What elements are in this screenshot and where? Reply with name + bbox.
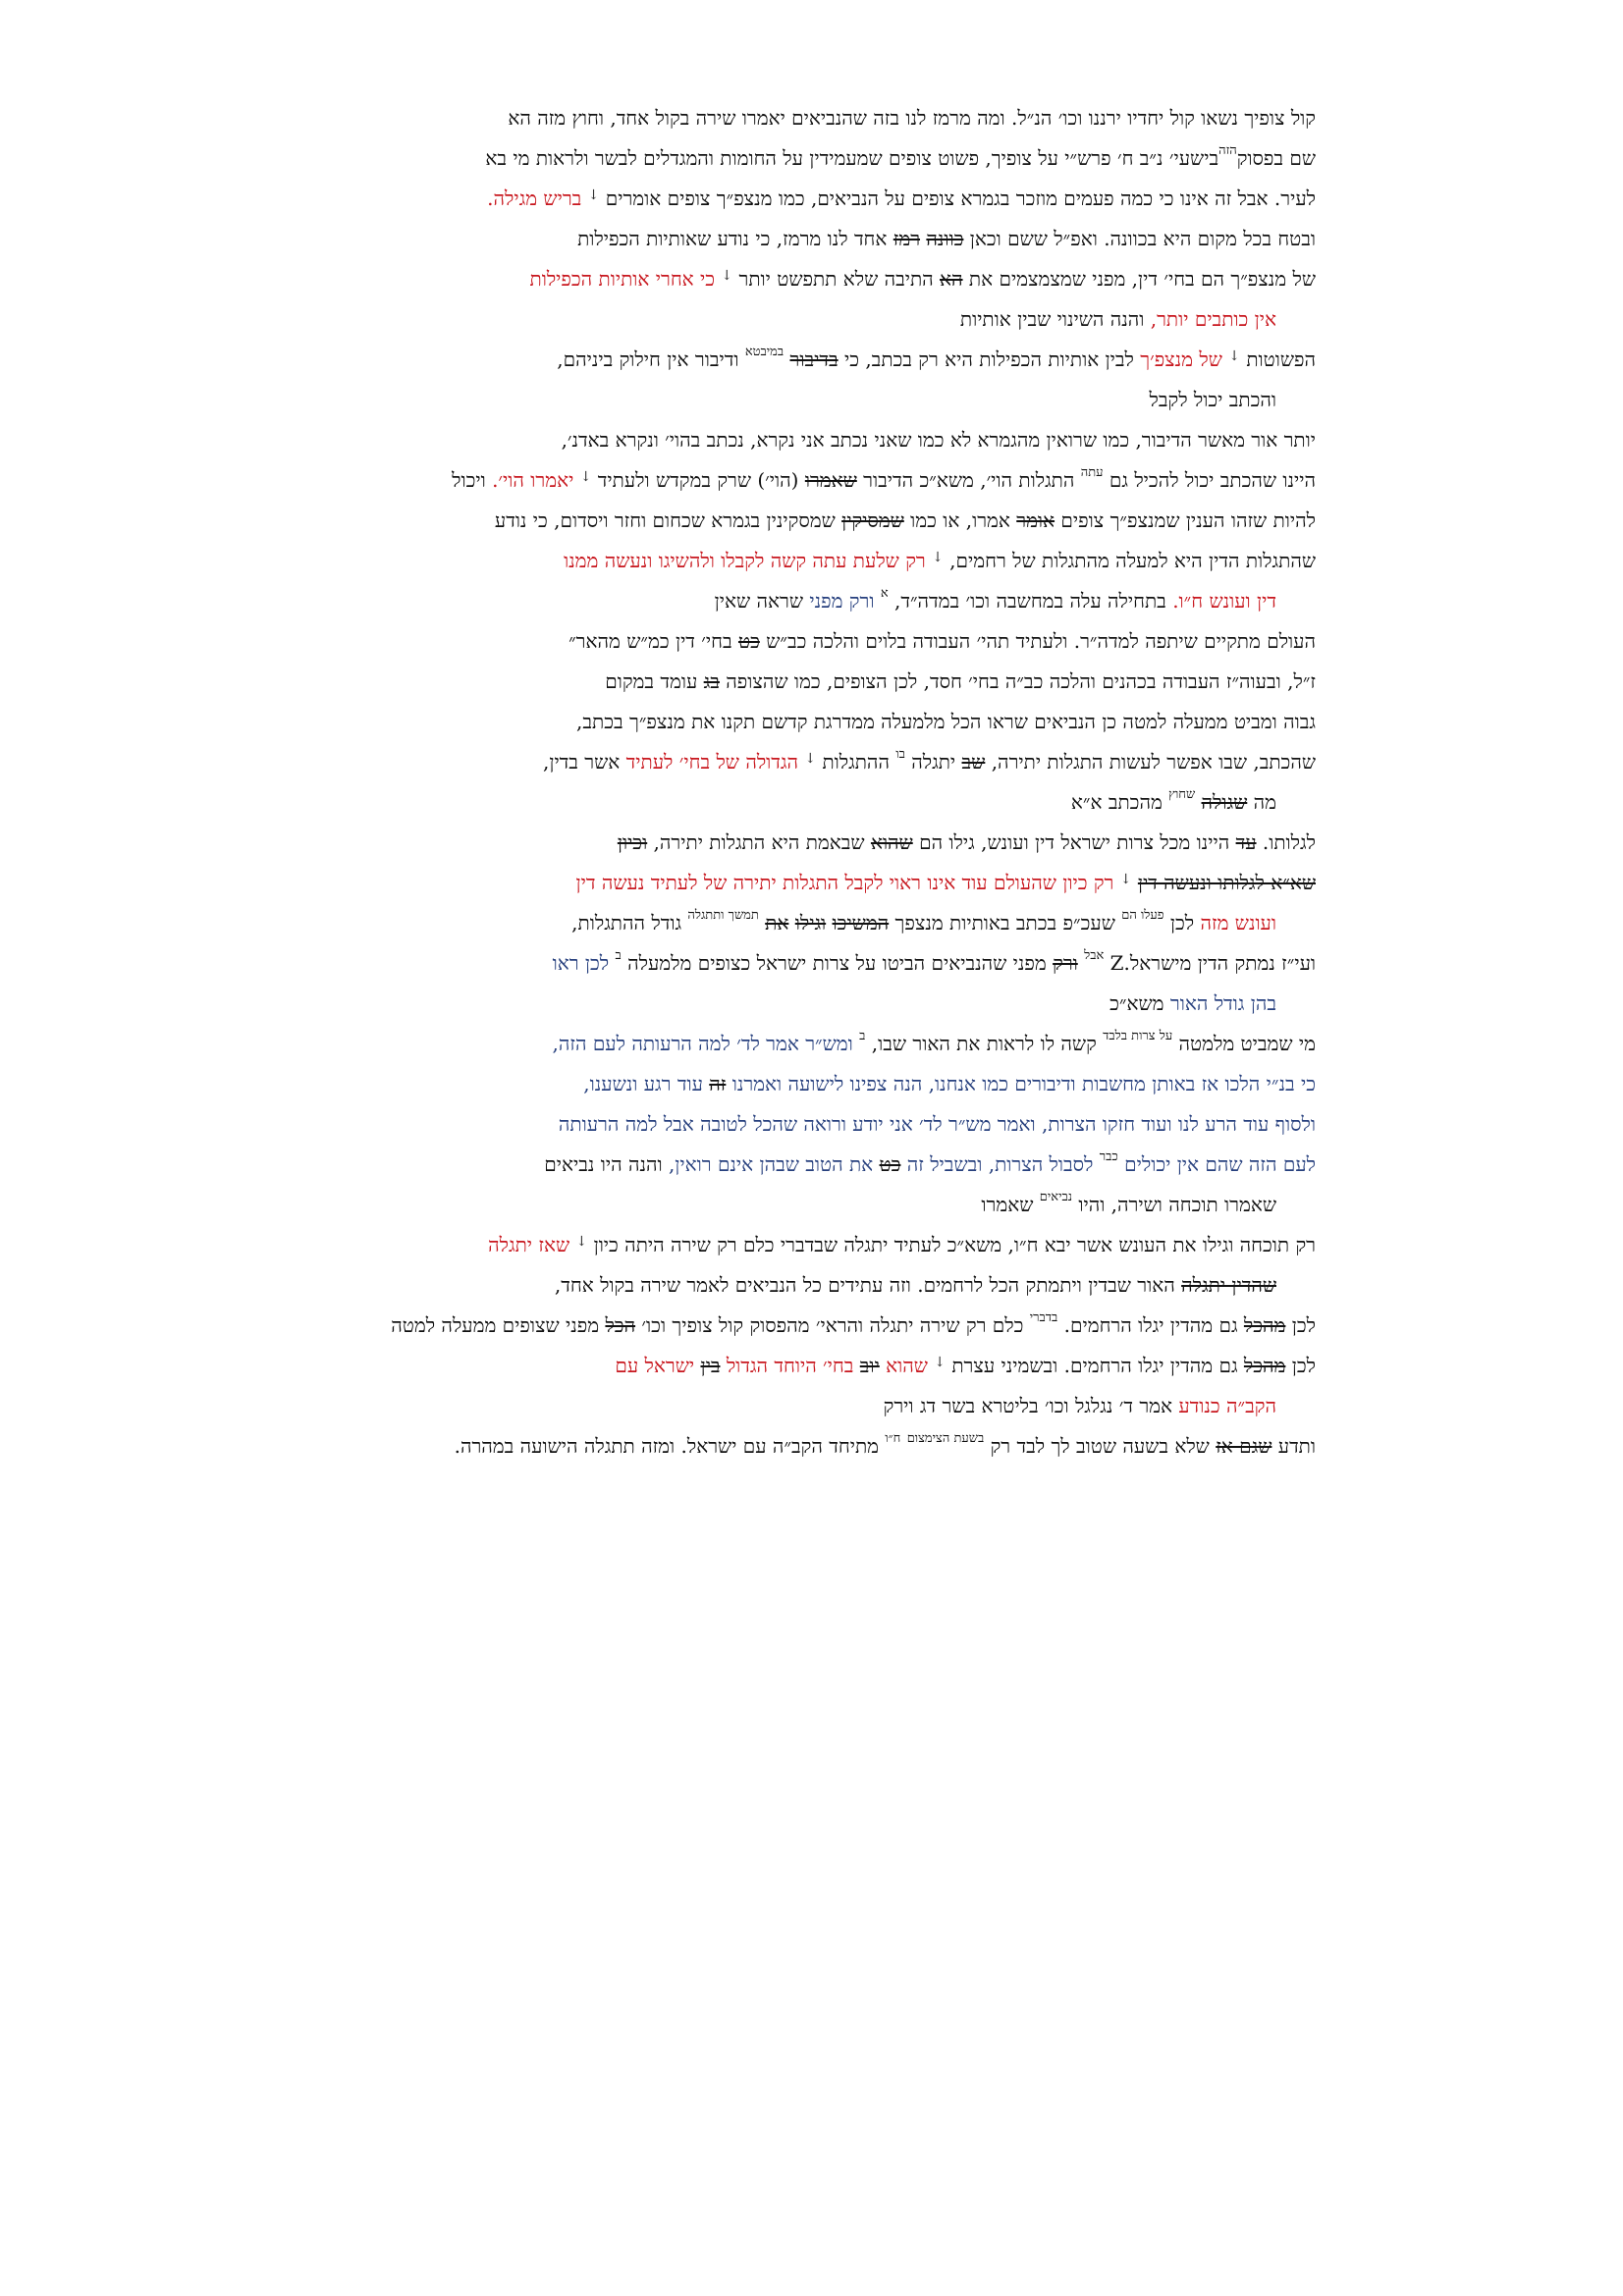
text-segment: גודל ההתגלות, [571, 911, 688, 934]
text-segment: יותר אור מאשר הדיבור, כמו שרואין מהגמרא לא כמו שאני נכתב אני נקרא, נכתב בהוי׳ ונקרא באדנ׳, [561, 428, 1316, 452]
text-segment: בישעי׳ נ״ב ח׳ פרש״י על צופיך, פשוט צופים שמעמידין על החומות והמגדלים לבשר ולראות מי בא [485, 146, 1219, 170]
text-line [334, 662, 1316, 702]
text-segment: התגלות הוי׳, משא״כ הדיבור [856, 468, 1081, 492]
insertion-arrow-icon: ↓ [575, 1234, 588, 1250]
red-annotation: ועונש מזה [1200, 911, 1276, 934]
text-segment: אמר ד׳ נגלגל וכו׳ בליטרא בשר דג וירק [883, 1394, 1179, 1417]
interlinear-insertion: כבר [1099, 1149, 1118, 1164]
interlinear-insertion: אבל [1084, 948, 1105, 963]
struck-word: יוב [859, 1354, 880, 1377]
text-line [334, 1225, 1316, 1265]
text-segment: גם מהדין יגלו הרחמים. ובשמיני עצרת [946, 1354, 1244, 1377]
red-annotation: הגדולה של בחי׳ לעתיד [625, 750, 805, 774]
struck-word: שהדין יתגלה [1181, 1273, 1276, 1297]
struck-word: המשיכו [832, 911, 890, 934]
text-segment: עומד במקום [605, 669, 704, 693]
interlinear-insertion: במיבטא [744, 345, 784, 359]
text-line [334, 742, 1316, 782]
struck-word: את [765, 911, 789, 934]
text-segment: שאמרו [981, 1193, 1040, 1216]
text-line [334, 943, 1316, 984]
text-segment: שבאמת היא התגלות יתירה, [647, 830, 871, 854]
text-segment: לכן [1163, 911, 1201, 934]
struck-word: שא״א לגלותו ונעשה דין [1137, 871, 1316, 894]
blue-annotation: ולסוף עוד הרע לנו ועוד חזקו הצרות, ואמר מש״ר לד׳ אני יודע ורואה שהכל לטובה אבל למה הרעותה [558, 1112, 1316, 1136]
interlinear-insertion: הזה [1218, 143, 1237, 158]
struck-word: ורק [1053, 951, 1078, 975]
text-segment: שאמרו תוכחה ושירה, והיו [1071, 1193, 1276, 1216]
struck-word: בג [703, 669, 720, 693]
insertion-arrow-icon: ↓ [934, 1355, 946, 1370]
insertion-arrow-icon: ↓ [721, 268, 733, 284]
red-annotation: כי אחרי אותיות הכפילות [529, 267, 722, 291]
text-segment: הפשוטות [1239, 347, 1316, 371]
text-segment: שראה שאין [714, 589, 810, 613]
struck-word: עד [1235, 830, 1257, 854]
text-line [334, 581, 1316, 621]
text-line [334, 460, 1316, 501]
text-segment: שמסקינין בגמרא שכחום וחזר ויסדום, כי נודע [494, 508, 842, 532]
text-line [334, 1185, 1316, 1225]
blue-annotation: לסבול הצרות, ובשביל זה [900, 1152, 1100, 1176]
interlinear-insertion: שחוץ [1168, 787, 1196, 802]
red-annotation: של מנצפ׳ך [1140, 347, 1229, 371]
text-line [334, 1104, 1316, 1145]
red-annotation: אין כותבים יותר, [1150, 307, 1276, 331]
text-segment: להיות שזהו הענין שמנצפ״ך צופים [1055, 508, 1316, 532]
struck-word: וכיון [617, 830, 648, 854]
text-segment: שעכ״פ בכתב באותיות מנצפך [889, 911, 1122, 934]
text-segment: שהתגלות הדין היא למעלה מהתגלות של רחמים, [943, 549, 1316, 572]
text-segment: ותדע [1271, 1434, 1316, 1458]
text-segment: בתחילה עלה במחשבה וכו׳ במדה״ד, [888, 589, 1173, 613]
interlinear-insertion: פעלו הם [1121, 908, 1164, 923]
red-annotation: הקב״ה כנודע [1178, 1394, 1276, 1417]
text-segment: לגלותו. [1256, 830, 1316, 854]
text-line [334, 1145, 1316, 1185]
red-annotation: רק כיון שהעולם עוד אינו ראוי לקבל התגלות יתירה של לעתיד נעשה דין [575, 871, 1120, 894]
interlinear-insertion: על צרות בלבד [1103, 1029, 1173, 1043]
text-segment: והנה היו נביאים [544, 1152, 669, 1176]
struck-word: הכל [605, 1313, 636, 1337]
interlinear-insertion: נביאים [1039, 1190, 1072, 1204]
text-line [334, 299, 1316, 340]
text-line [334, 823, 1316, 863]
text-segment: העולם מתקיים שיתפה למדה״ר. ולעתיד תהי׳ העבודה בלוים והלכה כב״ש [759, 629, 1316, 653]
text-line [334, 1024, 1316, 1064]
text-line [334, 1426, 1316, 1467]
interlinear-insertion: בדברי [1029, 1310, 1058, 1325]
text-segment: ההתגלות [816, 750, 896, 774]
text-segment: ובטח בכל מקום היא בכוונה. ואפ״ל ששם וכאן [963, 227, 1316, 250]
text-segment: אשר בדין, [542, 750, 626, 774]
text-segment: (הוי׳) שרק במקדש ולעתיד [591, 468, 805, 492]
blue-annotation: את הטוב שבהן אינם רואין, [668, 1152, 880, 1176]
text-line [334, 501, 1316, 541]
blue-annotation: לכן ראו [552, 951, 616, 975]
insertion-arrow-icon: ↓ [932, 550, 944, 565]
interlinear-insertion: בו [895, 747, 905, 762]
struck-word: שאמרו [804, 468, 857, 492]
interlinear-insertion: עתה [1080, 465, 1104, 480]
struck-word: רמז [893, 227, 921, 250]
struck-word: וגילו [794, 911, 827, 934]
text-line [334, 782, 1316, 823]
text-segment: מה [1247, 790, 1276, 814]
text-segment: גבוה ומביט ממעלה למטה כן הנביאים שראו הכל מלמעלה ממדרגת קדשם תקנו את מנצפ״ך בכתב, [576, 710, 1316, 733]
struck-word: שב [961, 750, 986, 774]
struck-word: בין [700, 1354, 721, 1377]
text-segment: מהכתב א״א [1070, 790, 1169, 814]
insertion-arrow-icon: ↓ [587, 187, 600, 203]
text-segment: ויכול [452, 468, 493, 492]
text-segment: מתיחד הקב״ה עם ישראל. ומזה תתגלה הישועה במהרה. [454, 1434, 886, 1458]
text-line [334, 903, 1316, 943]
blue-annotation: כי בנ״י הלכו אז באותן מחשבות ודיבורים כמו אנחנו, הנה צפינו לישועה ואמרנו [726, 1072, 1316, 1095]
interlinear-insertion: ח״ו [885, 1431, 901, 1446]
insertion-arrow-icon: ↓ [1119, 872, 1132, 887]
interlinear-insertion: ב [859, 1029, 866, 1043]
text-line [334, 541, 1316, 581]
text-segment: והכתב יכול לקבל [1149, 388, 1276, 411]
struck-word: כט [879, 1152, 901, 1176]
text-segment: של מנצפ״ך הם בחי׳ דין, מפני שמצמצמים את [962, 267, 1316, 291]
text-segment: שם בפסוק [1236, 146, 1316, 170]
text-line [334, 179, 1316, 219]
text-segment: כלם רק שירה יתגלה והראי׳ מהפסוק קול צופיך וכו׳ [635, 1313, 1030, 1337]
text-segment: .Z [1104, 951, 1130, 975]
text-segment: בחי׳ דין כמ״ש מהאר״ [568, 629, 738, 653]
struck-word: הא [940, 267, 963, 291]
text-segment: לבין אותיות הכפילות היא רק בכתב, כי [838, 347, 1141, 371]
text-line [334, 98, 1316, 138]
text-segment: גם מהדין יגלו הרחמים. [1057, 1313, 1244, 1337]
struck-word: מהכל [1243, 1354, 1286, 1377]
blue-annotation: עוד רגע ונשענו, [583, 1072, 710, 1095]
text-line [334, 1265, 1316, 1306]
red-annotation: שהוא [879, 1354, 935, 1377]
blue-annotation: בהן גודל האור [1169, 991, 1276, 1015]
text-segment: היינו מכל צרות ישראל דין ועונש, גילו הם [912, 830, 1236, 854]
struck-word: שגם אז [1216, 1434, 1272, 1458]
text-segment: ודיבור אין חילוק ביניהם, [557, 347, 745, 371]
text-segment: התיבה שלא תתפשט יותר [732, 267, 941, 291]
struck-word: כוונה [926, 227, 964, 250]
struck-word: שהוא [870, 830, 913, 854]
text-segment: האור שבדין ויתמתק הכל לרחמים. וזה עתידים כל הנביאים לאמר שירה בקול אחד, [554, 1273, 1182, 1297]
red-annotation: יאמרו הוי׳. [492, 468, 580, 492]
text-segment: שהכתב, שבו אפשר לעשות התגלות יתירה, [985, 750, 1316, 774]
interlinear-insertion: ב [615, 948, 622, 963]
blue-annotation: ורק מפני [809, 589, 881, 613]
struck-word: שמסיקין [841, 508, 904, 532]
text-line [334, 219, 1316, 259]
interlinear-insertion: א [880, 586, 889, 601]
struck-word: זה [709, 1072, 727, 1095]
text-segment: לכן [1285, 1313, 1316, 1337]
text-segment: אחד לנו מרמז, כי נודע שאותיות הכפילות [577, 227, 893, 250]
text-segment: ז״ל, ובעוה״ז העבודה בכהנים והלכה כב״ה בחי׳ חסד, לכן הצופים, כמו שהצופה [719, 669, 1316, 693]
text-segment [900, 1434, 906, 1458]
red-annotation: ישראל עם [615, 1354, 701, 1377]
text-segment: מי שמביט מלמטה [1172, 1032, 1316, 1055]
text-segment: ועי״ז נמתק הדין מישראל [1129, 951, 1316, 975]
text-line [334, 1386, 1316, 1426]
text-line [334, 1064, 1316, 1104]
struck-word: כט [737, 629, 760, 653]
interlinear-insertion: בשעת הצימצום [906, 1431, 985, 1446]
text-segment: קשה לו לראות את האור שבו, [865, 1032, 1104, 1055]
manuscript-text [334, 98, 1316, 1467]
text-line [334, 621, 1316, 662]
text-segment: לכן [1285, 1354, 1316, 1377]
red-annotation: רק שלעת עתה קשה לקבלו ולהשיגו ונעשה ממנו [564, 549, 933, 572]
text-line [334, 340, 1316, 380]
text-segment: אמרו, או כמו [903, 508, 1017, 532]
text-segment: לעיר. אבל זה אינו כי כמה פעמים מוזכר בגמרא צופים על הנביאים, כמו מנצפ״ך צופים אומרים [599, 187, 1316, 210]
text-segment: שלא בשעה שטוב לך לבד רק [984, 1434, 1217, 1458]
text-line [334, 1346, 1316, 1386]
text-line [334, 138, 1316, 179]
text-segment: קול צופיך נשאו קול יחדיו ירננו וכו׳ הנ״ל. ומה מרמז לנו בזה שהנביאים יאמרו שירה בקול אחד, וחוץ מזה הא [508, 106, 1316, 130]
red-annotation: בחי׳ היוחד הגדול [720, 1354, 860, 1377]
text-line [334, 1306, 1316, 1346]
text-line [334, 420, 1316, 460]
text-segment: יתגלה [904, 750, 962, 774]
struck-word: שגולה [1201, 790, 1248, 814]
struck-word: בדיבור [789, 347, 839, 371]
text-line [334, 702, 1316, 742]
text-segment: מפני שצופים ממעלה למטה [391, 1313, 606, 1337]
struck-word: מהכל [1243, 1313, 1286, 1337]
red-annotation: בריש מגילה. [487, 187, 588, 210]
text-line [334, 259, 1316, 299]
text-segment: היינו שהכתב יכול להכיל גם [1103, 468, 1316, 492]
red-annotation: דין ועונש ח״ו. [1172, 589, 1276, 613]
text-line [334, 984, 1316, 1024]
text-line [334, 380, 1316, 420]
text-segment: והנה השינוי שבין אותיות [959, 307, 1151, 331]
text-segment: משא״כ [1109, 991, 1170, 1015]
struck-word: אומר [1016, 508, 1055, 532]
insertion-arrow-icon: ↓ [1228, 348, 1240, 364]
insertion-arrow-icon: ↓ [804, 751, 817, 767]
blue-annotation: ומש״ר אמר לד׳ למה הרעותה לעם הזה, [552, 1032, 860, 1055]
insertion-arrow-icon: ↓ [579, 469, 592, 485]
text-line [334, 863, 1316, 903]
blue-annotation: לעם הזה שהם אין יכולים [1117, 1152, 1316, 1176]
text-segment: מפני שהנביאים הביטו על צרות ישראל כצופים מלמעלה [621, 951, 1054, 975]
text-segment: רק תוכחה וגילו את העונש אשר יבא ח״ו, משא״כ לעתיד יתגלה שבדברי כלם רק שירה היתה כיון [587, 1233, 1316, 1256]
red-annotation: שאז יתגלה [488, 1233, 576, 1256]
interlinear-insertion: תמשך ותתגלה [687, 908, 759, 923]
